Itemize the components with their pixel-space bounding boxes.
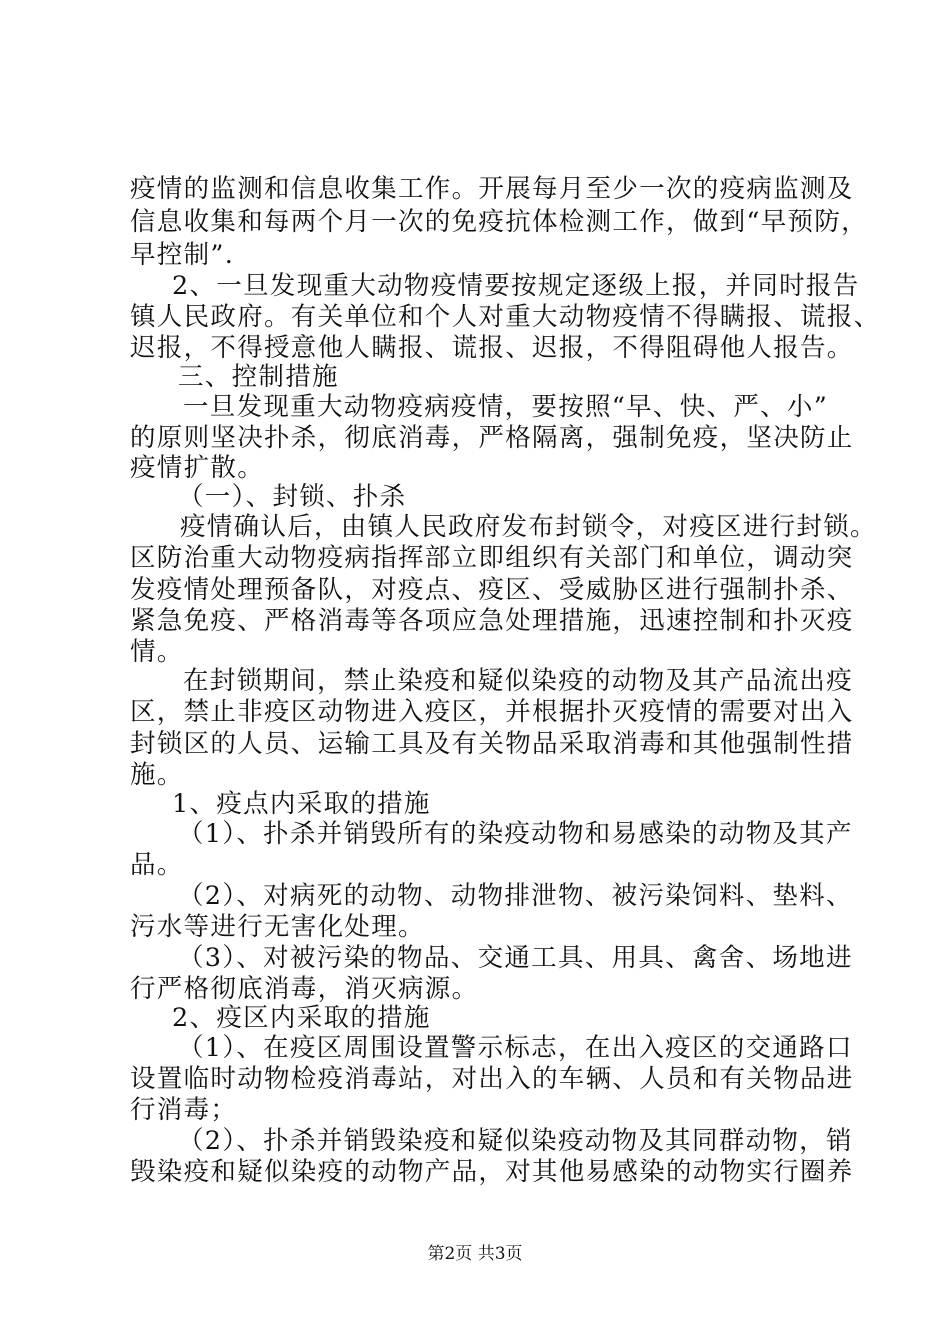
text-line: （2）、对病死的动物、动物排泄物、被污染饲料、垫料、	[178, 881, 853, 911]
text-line: 毁染疫和疑似染疫的动物产品，对其他易感染的动物实行圈养	[130, 1157, 854, 1187]
text-line: 2、一旦发现重大动物疫情要按规定逐级上报，并同时报告	[172, 271, 860, 301]
text-line: 行严格彻底消毒，消灭病源。	[130, 974, 479, 1004]
text-line: 情。	[130, 637, 184, 667]
text-line: 信息收集和每两个月一次的免疫抗体检测工作，做到“早预防，	[130, 207, 868, 237]
text-line: 在封锁期间，禁止染疫和疑似染疫的动物及其产品流出疫	[183, 666, 854, 696]
text-line: 封锁区的人员、运输工具及有关物品采取消毒和其他强制性措	[130, 729, 854, 759]
text-line: 一旦发现重大动物疫病疫情，要按照“早、快、严、小”	[183, 392, 829, 422]
text-line: 发疫情处理预备队，对疫点、疫区、受威胁区进行强制扑杀、	[130, 575, 854, 605]
text-line: 施。	[130, 760, 184, 790]
page-number-footer: 第2页 共3页	[427, 1244, 523, 1264]
text-line: 迟报，不得授意他人瞒报、谎报、迟报，不得阻碍他人报告。	[130, 333, 854, 363]
text-line: 紧急免疫、严格消毒等各项应急处理措施，迅速控制和扑灭疫	[130, 606, 854, 636]
text-line: 早控制”.	[130, 240, 235, 270]
subsection-heading: 1、疫点内采取的措施	[172, 789, 431, 819]
text-line: 区防治重大动物疫病指挥部立即组织有关部门和单位，调动突	[130, 543, 854, 573]
text-line: （2）、扑杀并销毁染疫和疑似染疫动物及其同群动物，销	[178, 1126, 853, 1156]
subsection-heading: 2、疫区内采取的措施	[172, 1003, 431, 1033]
text-line: （3）、对被污染的物品、交通工具、用具、禽舍、场地进	[178, 943, 853, 973]
text-line: 品。	[130, 850, 184, 880]
text-line: 疫情确认后，由镇人民政府发布封锁令，对疫区进行封锁。	[180, 512, 877, 542]
text-line: 镇人民政府。有关单位和个人对重大动物疫情不得瞒报、谎报、	[130, 302, 881, 332]
text-line: 疫情的监测和信息收集工作。开展每月至少一次的疫病监测及	[130, 174, 854, 204]
text-line: （1）、扑杀并销毁所有的染疫动物和易感染的动物及其产	[178, 819, 853, 849]
text-line: 污水等进行无害化处理。	[130, 912, 425, 942]
text-line: 设置临时动物检疫消毒站，对出入的车辆、人员和有关物品进	[130, 1064, 854, 1094]
text-line: （1）、在疫区周围设置警示标志，在出入疫区的交通路口	[178, 1033, 853, 1063]
text-line: 疫情扩散。	[130, 453, 265, 483]
text-line: 的原则坚决扑杀，彻底消毒，严格隔离，强制免疫，坚决防止	[130, 423, 854, 453]
text-line: 行消毒；	[130, 1095, 238, 1125]
subsection-heading: （一）、封锁、扑杀	[178, 482, 407, 512]
text-line: 区，禁止非疫区动物进入疫区，并根据扑灭疫情的需要对出入	[130, 697, 854, 727]
section-heading: 三、控制措施	[178, 362, 339, 392]
